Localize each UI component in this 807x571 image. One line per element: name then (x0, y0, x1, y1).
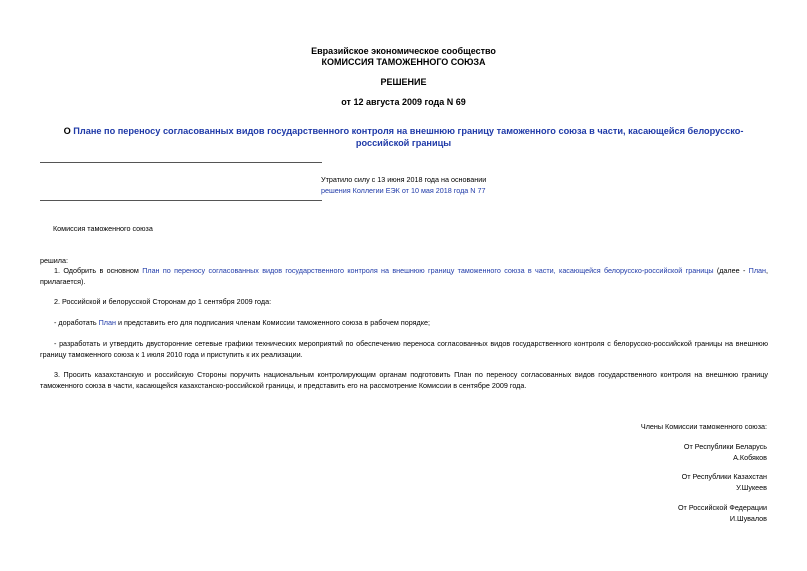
signatures-heading: Члены Комиссии таможенного союза: (640, 422, 767, 431)
doc-type: РЕШЕНИЕ (380, 77, 427, 87)
item-2a (40, 317, 768, 328)
item-1-prefix: 1. Одобрить в основном (54, 266, 143, 275)
item-1-plan-link[interactable]: План по переносу согласованных видов государственного контроля на внешнюю границу таможенного союза в части, касающейся белорусско-российской границы (142, 266, 714, 275)
org-line-2: КОМИССИЯ ТАМОЖЕННОГО СОЮЗА (321, 57, 486, 67)
status-note-line1: Утратило силу с 13 июня 2018 года на основании (321, 175, 487, 184)
item-2b: - разработать и утвердить двусторонние сетевые графики технических мероприятий по обеспечению переноса согласованных видов государственного контроля с белорусско-российской границы на внешнюю границу таможенного союза к 1 июля 2010 года и приступить к их реализации. (40, 339, 768, 359)
divider-bottom (40, 200, 322, 201)
signature-name-2: У.Шукеев (736, 483, 767, 492)
org-line-1: Евразийское экономическое сообщество (311, 46, 496, 56)
doc-date: от 12 августа 2009 года N 69 (341, 97, 466, 107)
item-1-plan-short-link[interactable]: План (748, 266, 766, 275)
item-2a-suffix: и представить его для подписания членам Комиссии таможенного союза в рабочем порядке; (115, 318, 430, 327)
signature-country-2: От Республики Казахстан (681, 472, 767, 481)
signature-name-1: А.Кобяков (733, 453, 767, 462)
title-link[interactable]: Плане по переносу согласованных видов государственного контроля на внешнюю границу таможенного союза в части, касающейся белорусско-российской границы (73, 126, 744, 148)
issuer: Комиссия таможенного союза (53, 224, 153, 233)
item-1-mid: (далее - (713, 266, 749, 275)
status-note-link[interactable]: решения Коллегии ЕЭК от 10 мая 2018 года N 77 (321, 186, 486, 195)
document-title (40, 125, 767, 149)
item-1 (40, 265, 768, 287)
item-1-suffix: , прилагается). (40, 266, 768, 286)
signature-country-3: От Российской Федерации (677, 503, 767, 512)
title-prefix: О (63, 126, 74, 136)
item-2a-plan-link[interactable]: План (98, 318, 116, 327)
divider-top (40, 162, 322, 163)
signature-name-3: И.Шувалов (729, 514, 767, 523)
item-2a-prefix: - доработать (54, 318, 99, 327)
signature-country-1: От Республики Беларусь (683, 442, 767, 451)
item-2: 2. Российской и белорусской Сторонам до 1 сентября 2009 года: (54, 297, 272, 306)
decided: решила: (40, 256, 68, 265)
item-3: 3. Просить казахстанскую и российскую Стороны поручить национальным контролирующим органам подготовить План по переносу согласованных видов государственного контроля на внешнюю границу таможенного союза в части, касающейся казахстанско-российской границы, и представить его на рассмотрение Комиссии в сентябре 2009 года. (40, 370, 768, 390)
